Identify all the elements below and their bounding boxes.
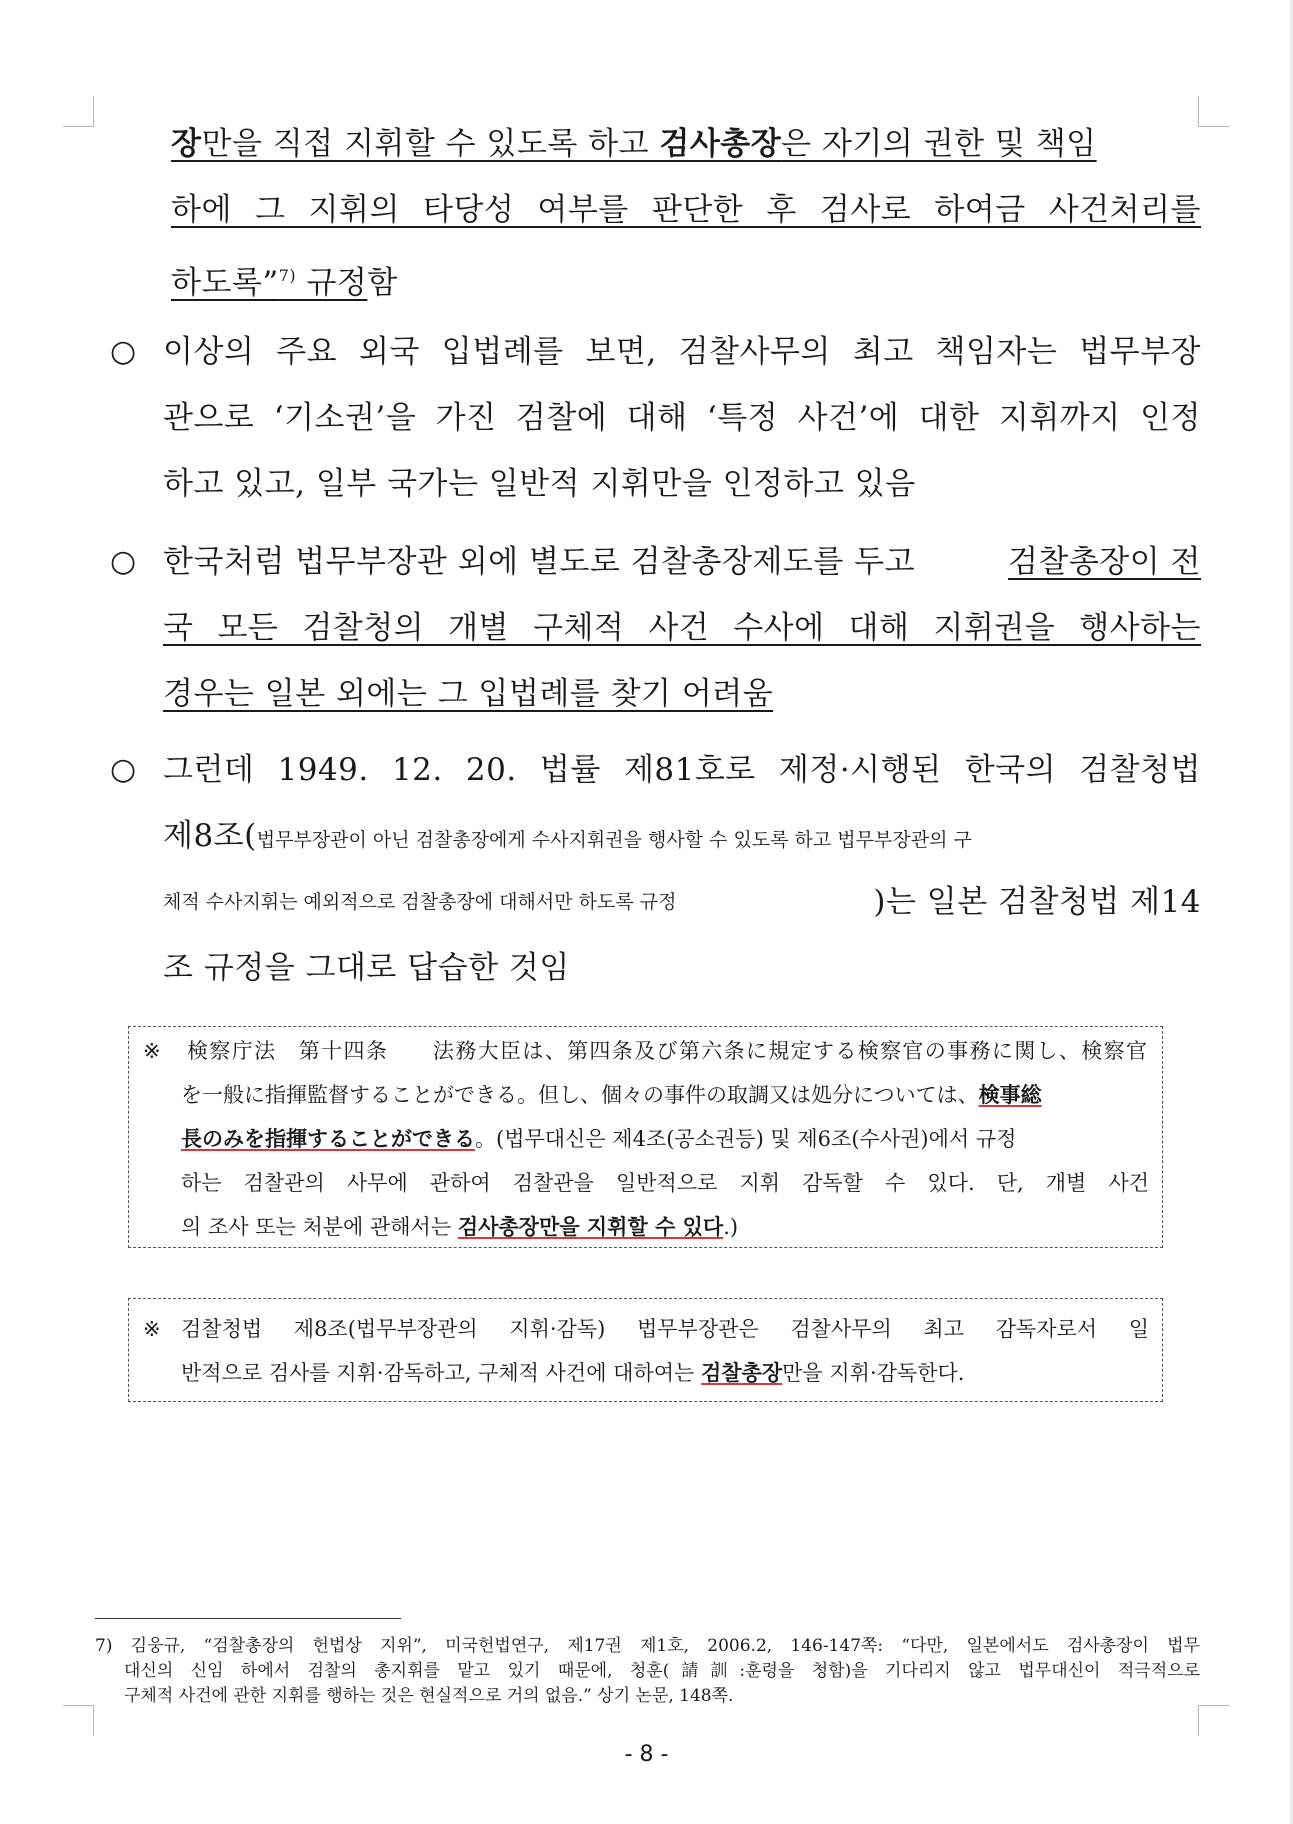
paragraph-1-line-3: 하고 있고, 일부 국가는 일반적 지휘만을 인정하고 있음 (163, 466, 916, 502)
box1-line-3 (181, 1125, 1016, 1153)
continuation-line-2 (171, 190, 1201, 230)
underlined-text: 하에 그 지휘의 타당성 여부를 판단한 후 검사로 하여금 사건처리를 (171, 192, 1201, 228)
box2-line-1: 검찰청법 제8조(법무부장관의 지휘·감독) 법무부장관은 검찰사무의 최고 감독자로서 일 (181, 1317, 1149, 1341)
paragraph-3-line-3 (163, 882, 1201, 922)
paragraph-2-line-3 (163, 674, 773, 714)
text: .) (723, 1215, 739, 1239)
box-mark: ※ (143, 1317, 161, 1341)
box1-line-5 (181, 1213, 738, 1241)
bold-term: 검사총장 (659, 126, 782, 162)
paragraph-2-line-1 (163, 542, 1201, 582)
crop-mark-top-left (63, 96, 94, 127)
underlined-text: 경우는 일본 외에는 그 입법례를 찾기 어려움 (163, 676, 774, 712)
text: 의 조사 또는 처분에 관해서는 (181, 1215, 458, 1239)
paragraph-1-line-2: 관으로 ‘기소권’을 가진 검찰에 대해 ‘특정 사건’에 대한 지휘까지 인정 (163, 400, 1201, 436)
text: 규정 (296, 265, 368, 301)
bullet-circle: ○ (110, 544, 137, 579)
small-note: 체적 수사지휘는 예외적으로 검찰총장에 대해서만 하도록 규정 (163, 891, 677, 913)
paragraph-3-line-1: 그런데 1949. 12. 20. 법률 제81호로 제정·시행된 한국의 검찰청법 (163, 752, 1201, 788)
text: 만을 지휘·감독한다. (782, 1361, 965, 1385)
crop-mark-top-right (1198, 96, 1229, 127)
text: 。(법무대신은 제4조(공소권등) 및 제6조(수사권)에서 규정 (475, 1127, 1017, 1151)
footnote-separator (95, 1618, 401, 1619)
bold-term: 長のみを指揮することができる (181, 1126, 475, 1151)
underlined-text: 검찰총장이 전 (1007, 544, 1201, 580)
box1-line-2 (181, 1081, 1042, 1109)
box2-line-2 (181, 1359, 964, 1387)
paragraph-3-line-4: 조 규정을 그대로 답습한 것임 (163, 950, 570, 986)
continuation-line-1 (171, 124, 1201, 164)
text: 반적으로 검사를 지휘·감독하고, 구체적 사건에 대하여는 (181, 1361, 701, 1385)
crop-mark-bottom-right (1198, 1705, 1229, 1736)
bold-term: 장 (171, 126, 202, 162)
text: を一般に指揮監督することができる。但し、個々の事件の取調又は処分については、 (181, 1083, 979, 1107)
quote-box-korea (128, 1298, 1163, 1402)
footnote-line-3: 구체적 사건에 관한 지휘를 행하는 것은 현실적으로 거의 없음.” 상기 논문, 148쪽. (124, 1686, 734, 1706)
footnote-line-2: 대신의 신임 하에서 검찰의 총지휘를 맡고 있기 때문에, 청훈(請訓:훈령을 청함)을 기다리지 않고 법무대신이 적극적으로 (124, 1661, 1200, 1681)
text: 한국처럼 법무부장관 외에 별도로 검찰총장제도를 두고 (163, 544, 916, 580)
paragraph-1-line-1: 이상의 주요 외국 입법례를 보면, 검찰사무의 최고 책임자는 법무부장 (163, 334, 1201, 370)
text: 은 자기의 권한 및 책임 (781, 126, 1097, 162)
crop-mark-bottom-left (63, 1705, 94, 1736)
bullet-circle: ○ (110, 752, 137, 787)
footnote-line-1: 7) 김웅규, “검찰총장의 헌법상 지위”, 미국헌법연구, 제17권 제1호, 2006.2, 146-147쪽: “다만, 일본에서도 검사총장이 법무 (95, 1636, 1200, 1656)
continuation-line-3 (171, 256, 398, 303)
footnote-ref[interactable]: 7) (278, 266, 297, 285)
text: 하도록” (171, 265, 279, 301)
quote-box-japan (128, 1026, 1163, 1248)
bullet-circle: ○ (110, 334, 137, 369)
text: 제8조( (163, 818, 257, 854)
text: 함 (367, 265, 398, 301)
text: )는 일본 검찰청법 제14 (873, 884, 1201, 920)
underlined-text: 국 모든 검찰청의 개별 구체적 사건 수사에 대해 지휘권을 행사하는 (163, 610, 1201, 646)
paragraph-3-line-2 (163, 816, 972, 860)
paragraph-2-line-2 (163, 608, 1201, 648)
box1-line-4: 하는 검찰관의 사무에 관하여 검찰관을 일반적으로 지휘 감독할 수 있다. 단, 개별 사건 (181, 1171, 1149, 1195)
bold-term: 검찰총장 (700, 1360, 783, 1385)
page-number: - 8 - (624, 1742, 669, 1767)
bold-term: 検事総 (978, 1082, 1042, 1107)
text: 만을 직접 지휘할 수 있도록 하고 (201, 126, 660, 162)
bold-term: 검사총장만을 지휘할 수 있다 (457, 1214, 724, 1239)
box1-line-1: 検察庁法 第十四条 法務大臣は、第四条及び第六条に規定する検察官の事務に関し、検察官 (187, 1039, 1147, 1063)
small-note: 법무부장관이 아닌 검찰총장에게 수사지휘권을 행사할 수 있도록 하고 법무부장관의 구 (256, 829, 972, 851)
box-mark: ※ (143, 1039, 161, 1063)
